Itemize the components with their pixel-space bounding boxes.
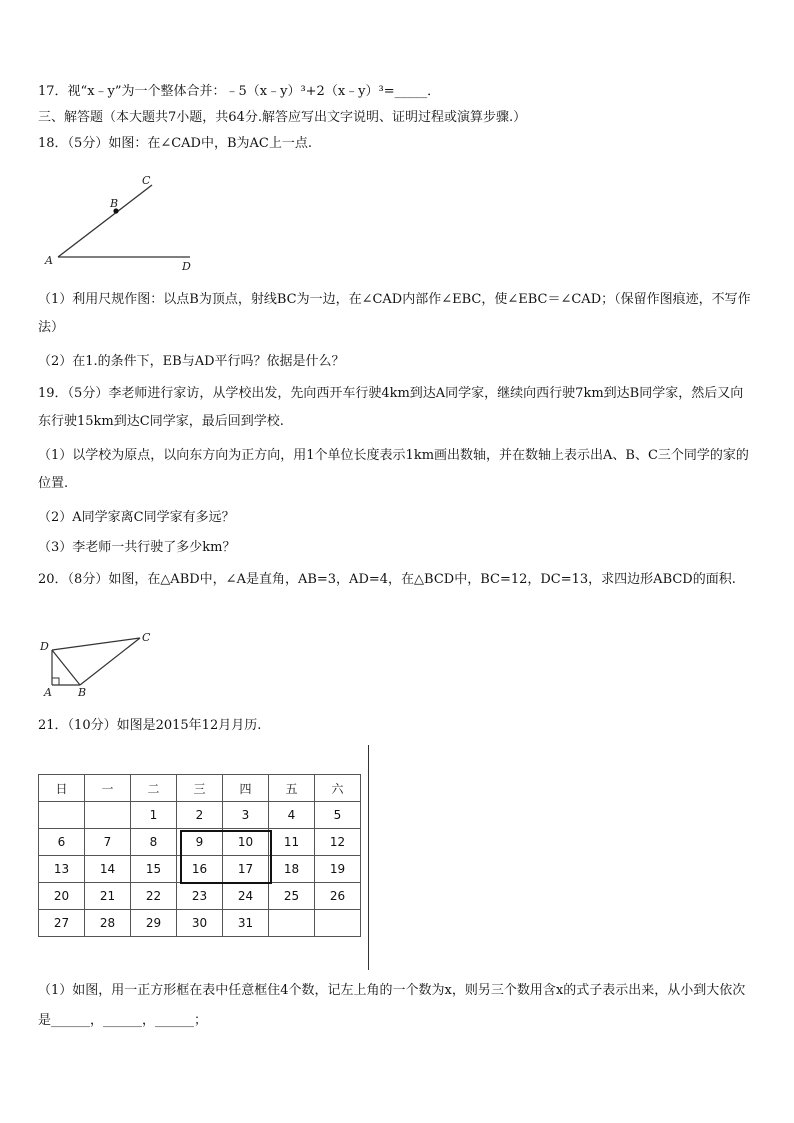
weekday-header: 二 (131, 775, 177, 802)
calendar-header-row (39, 775, 361, 802)
point-a-label: A (44, 686, 52, 699)
point-c-label: C (142, 631, 151, 644)
calendar-cell: 11 (269, 829, 315, 856)
question-19-stem: 19．（5分）李老师进行家访，从学校出发，先向西开车行驶4km到达A同学家，继续向西行驶7km到达B同学家，然后又向东行驶15km到达C同学家，最后回到学校. (38, 386, 744, 429)
question-18-stem: 18．（5分）如图：在∠CAD中，B为AC上一点. (38, 136, 312, 151)
calendar-cell: 21 (85, 883, 131, 910)
question-17: 17．视“x﹣y”为一个整体合并：﹣5（x﹣y）³+2（x﹣y）³=_____． (38, 84, 441, 99)
calendar-cell: 15 (131, 856, 177, 883)
calendar-cell: 1 (131, 802, 177, 829)
question-18-part-1: （1）利用尺规作图：以点B为顶点，射线BC为一边，在∠CAD内部作∠EBC，使∠EBC＝∠CAD；（保留作图痕迹，不写作法） (38, 292, 751, 335)
calendar-right-edge (368, 745, 369, 970)
calendar-cell (39, 802, 85, 829)
angle-cad-figure (40, 170, 210, 275)
calendar-cell: 29 (131, 910, 177, 937)
weekday-header: 五 (269, 775, 315, 802)
square-selection-frame (180, 830, 272, 884)
weekday-header: 四 (223, 775, 269, 802)
calendar-cell: 3 (223, 802, 269, 829)
calendar-cell (269, 910, 315, 937)
question-20-stem: 20．（8分）如图，在△ABD中，∠A是直角，AB=3，AD=4，在△BCD中，BC=12，DC=13，求四边形ABCD的面积. (38, 572, 736, 587)
calendar-cell: 17 (223, 856, 269, 883)
point-c-label: C (142, 174, 151, 187)
calendar-week-row (39, 883, 361, 910)
calendar-cell: 8 (131, 829, 177, 856)
question-21-stem: 21．（10分）如图是2015年12月月历. (38, 718, 262, 733)
calendar-cell: 10 (223, 829, 269, 856)
weekday-header: 日 (39, 775, 85, 802)
question-18-part-2: （2）在1.的条件下，EB与AD平行吗？依据是什么？ (38, 354, 345, 369)
calendar-cell: 7 (85, 829, 131, 856)
calendar-cell: 28 (85, 910, 131, 937)
section-heading: 三、解答题（本大题共7小题，共64分.解答应写出文字说明、证明过程或演算步骤.） (38, 110, 527, 125)
calendar-cell (85, 802, 131, 829)
calendar-cell: 31 (223, 910, 269, 937)
calendar-cell: 23 (177, 883, 223, 910)
point-a-label: A (45, 254, 53, 267)
point-d-label: D (40, 640, 49, 653)
weekday-header: 三 (177, 775, 223, 802)
calendar-cell: 9 (177, 829, 223, 856)
point-b-label: B (78, 686, 87, 699)
calendar-cell: 6 (39, 829, 85, 856)
calendar-cell: 30 (177, 910, 223, 937)
calendar-week-row (39, 910, 361, 937)
question-19-part-1: （1）以学校为原点，以向东方向为正方向，用1个单位长度表示1km画出数轴，并在数轴上表示出A、B、C三个同学的家的位置. (38, 448, 749, 491)
calendar-cell: 22 (131, 883, 177, 910)
calendar-cell (315, 910, 361, 937)
calendar-cell: 19 (315, 856, 361, 883)
calendar-cell: 14 (85, 856, 131, 883)
calendar-cell: 18 (269, 856, 315, 883)
calendar-cell: 26 (315, 883, 361, 910)
question-21-part-1: （1）如图，用一正方形框在表中任意框住4个数，记左上角的一个数为x，则另三个数用含x的式子表示出来，从小到大依次是______，______，______； (38, 983, 746, 1028)
calendar-cell: 4 (269, 802, 315, 829)
weekday-header: 六 (315, 775, 361, 802)
question-19-part-3: （3）李老师一共行驶了多少km？ (38, 540, 236, 555)
calendar-cell: 13 (39, 856, 85, 883)
point-d-label: D (182, 260, 191, 273)
calendar-cell: 27 (39, 910, 85, 937)
weekday-header: 一 (85, 775, 131, 802)
point-b-label: B (110, 197, 119, 210)
calendar-cell: 2 (177, 802, 223, 829)
calendar-cell: 12 (315, 829, 361, 856)
quadrilateral-abcd-figure (36, 628, 156, 700)
calendar-cell: 25 (269, 883, 315, 910)
calendar-cell: 20 (39, 883, 85, 910)
question-19-part-2: （2）A同学家离C同学家有多远？ (38, 510, 235, 525)
calendar-cell: 24 (223, 883, 269, 910)
calendar-week-row (39, 802, 361, 829)
calendar-cell: 16 (177, 856, 223, 883)
calendar-cell: 5 (315, 802, 361, 829)
